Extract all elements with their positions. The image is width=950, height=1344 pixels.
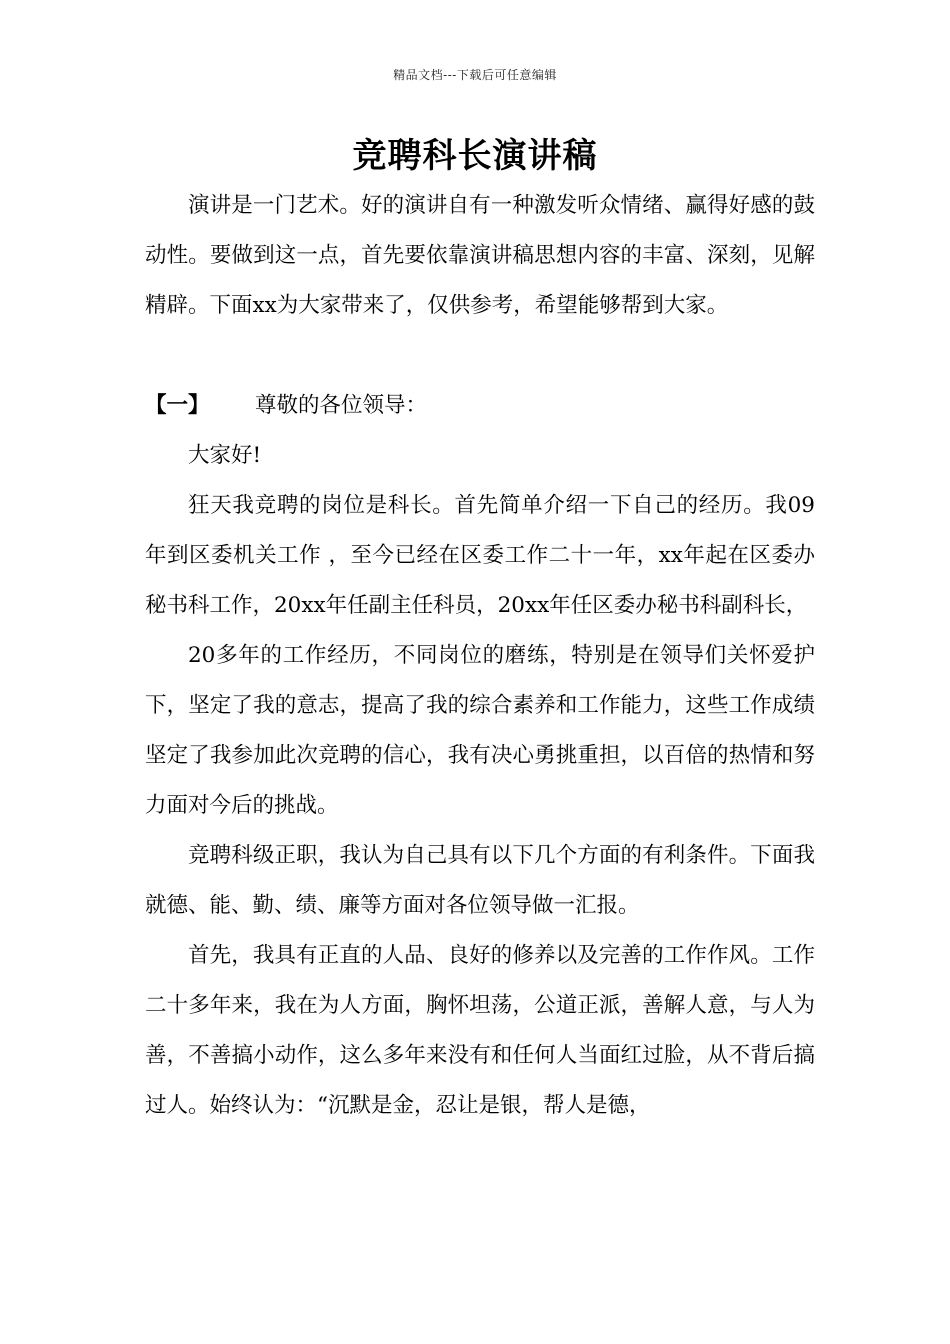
paragraph-confidence: 20多年的工作经历，不同岗位的磨练，特别是在领导们关怀爱护下，坚定了我的意志，提高了我的综合素养和工作能力，这些工作成绩坚定了我参加此次竞聘的信心，我有决心勇挑重担，以百倍的热情和努力面对今后的挑战。 <box>145 643 815 818</box>
document-title: 竞聘科长演讲稿 <box>352 136 598 176</box>
section-mark: 【一】 <box>145 393 210 418</box>
header-note: 精品文档---下载后可任意编辑 <box>393 68 557 82</box>
intro-paragraph: 演讲是一门艺术。好的演讲自有一种激发听众情绪、赢得好感的鼓动性。要做到这一点，首先要依靠演讲稿思想内容的丰富、深刻，见解精辟。下面xx为大家带来了，仅供参考，希望能够帮到大家。 <box>145 193 815 318</box>
spacer <box>145 331 815 381</box>
paragraph-character: 首先，我具有正直的人品、良好的修养以及完善的工作作风。工作二十多年来，我在为人方面，胸怀坦荡，公道正派，善解人意，与人为善，不善搞小动作，这么多年来没有和任何人当面红过脸，从不背后搞过人。始终认为：“沉默是金，忍让是银，帮人是德， <box>145 943 815 1118</box>
paragraph-greeting: 大家好! <box>188 443 262 468</box>
section-heading <box>145 381 815 431</box>
document-body <box>145 181 815 1131</box>
paragraph-conditions: 竞聘科级正职，我认为自己具有以下几个方面的有利条件。下面我就德、能、勤、绩、廉等方面对各位领导做一汇报。 <box>145 843 815 918</box>
salutation: 尊敬的各位领导： <box>255 393 428 418</box>
paragraph-experience: 狂天我竞聘的岗位是科长。首先简单介绍一下自己的经历。我09年到区委机关工作 ，至今已经在区委工作二十一年，xx年起在区委办秘书科工作，20xx年任副主任科员，20xx年任区委办秘书科副科长， <box>145 493 815 618</box>
